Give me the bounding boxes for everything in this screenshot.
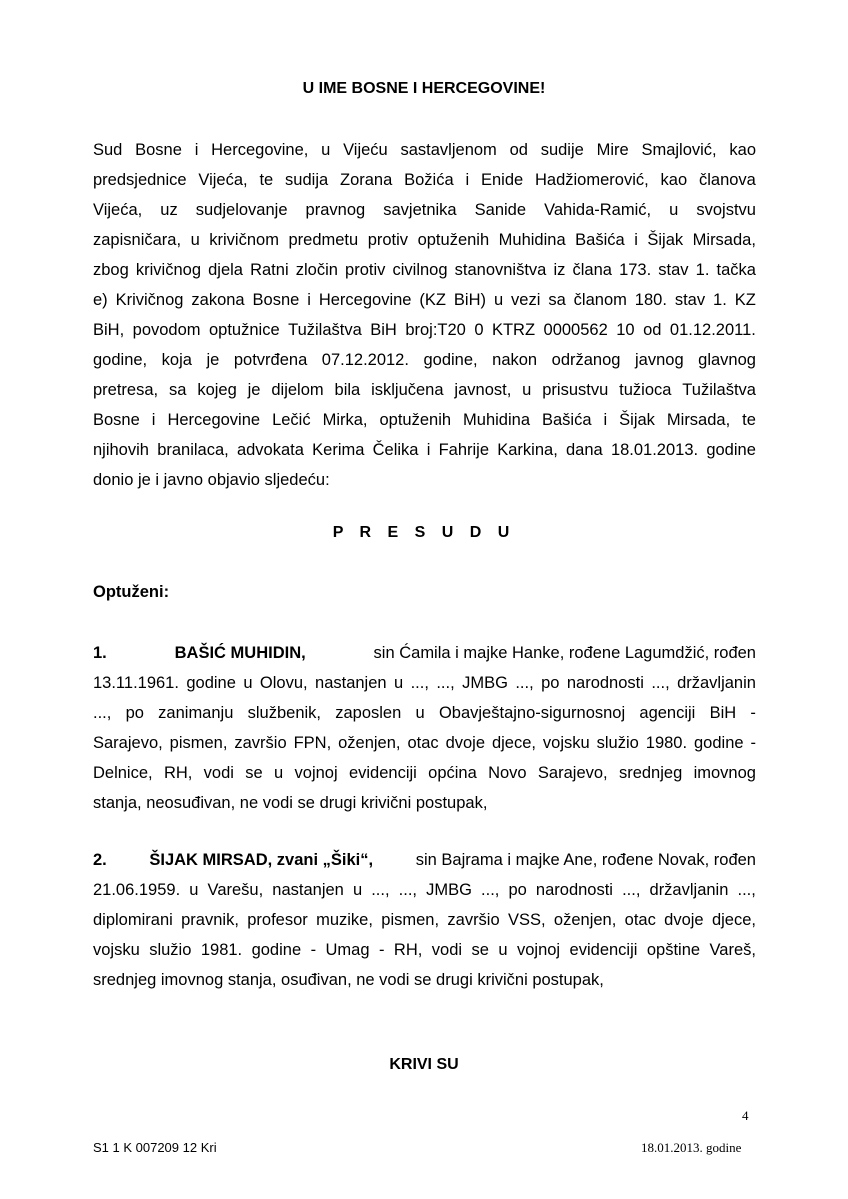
accused-name: BAŠIĆ MUHIDIN, xyxy=(174,644,306,662)
accused-first-line xyxy=(93,644,756,663)
text-line: Bosne i Hercegovine Lečić Mirka, optuženih Muhidina Bašića i Šijak Mirsada, te xyxy=(93,411,756,429)
text-line: srednjeg imovnog stanja, osuđivan, ne vodi se drugi krivični postupak, xyxy=(93,971,604,989)
accused-parents: sin Bajrama i majke Ane, rođene Novak, rođen xyxy=(415,851,756,869)
document-title: U IME BOSNE I HERCEGOVINE! xyxy=(302,80,546,97)
text-line: ..., po zanimanju službenik, zaposlen u Obavještajno-sigurnosnoj agenciji BiH - xyxy=(93,704,756,722)
text-line: donio je i javno objavio sljedeću: xyxy=(93,471,330,489)
accused-name: ŠIJAK MIRSAD xyxy=(149,851,268,869)
text-line: pretresa, sa kojeg je dijelom bila isključena javnost, u prisustvu tužioca Tužilaštva xyxy=(93,381,756,399)
text-line: vojsku služio 1981. godine - Umag - RH, vodi se u vojnoj evidenciji opštine Vareš, xyxy=(93,941,756,959)
accused-nickname: , zvani „Šiki“, xyxy=(267,851,374,869)
text-line: zapisničara, u krivičnom predmetu protiv optuženih Muhidina Bašića i Šijak Mirsada, xyxy=(93,231,756,249)
text-line: stanja, neosuđivan, ne vodi se drugi krivični postupak, xyxy=(93,794,488,812)
verdict-title: P R E S U D U xyxy=(332,524,516,541)
footer-date: 18.01.2013. godine xyxy=(641,1140,742,1155)
text-line: Vijeća, uz sudjelovanje pravnog savjetnika Sanide Vahida-Ramić, u svojstvu xyxy=(93,201,756,219)
text-line: predsjednice Vijeća, te sudija Zorana Božića i Enide Hadžiomerović, kao članova xyxy=(93,171,756,189)
text-line: Sarajevo, pismen, završio FPN, oženjen, otac dvoje djece, vojsku služio 1980. godine - xyxy=(93,734,756,752)
page-number: 4 xyxy=(742,1108,749,1123)
text-line: e) Krivičnog zakona Bosne i Hercegovine (KZ BiH) u vezi sa članom 180. stav 1. KZ xyxy=(93,291,756,309)
text-line: 13.11.1961. godine u Olovu, nastanjen u ..., ..., JMBG ..., po narodnosti ..., državljanin xyxy=(93,674,756,692)
text-line: BiH, povodom optužnice Tužilaštva BiH broj:T20 0 KTRZ 0000562 10 od 01.12.2011. xyxy=(93,321,756,339)
guilty-heading: KRIVI SU xyxy=(389,1056,459,1073)
text-line: Sud Bosne i Hercegovine, u Vijeću sastavljenom od sudije Mire Smajlović, kao xyxy=(93,141,756,159)
text-line: diplomirani pravnik, profesor muzike, pismen, završio VSS, oženjen, otac dvoje djece, xyxy=(93,911,756,929)
case-number: S1 1 K 007209 12 Kri xyxy=(93,1140,217,1155)
text-line: zbog krivičnog djela Ratni zločin protiv civilnog stanovništva iz člana 173. stav 1. tačka xyxy=(93,261,756,279)
accused-parents: sin Ćamila i majke Hanke, rođene Lagumdžić, rođen xyxy=(373,644,756,662)
accused-heading: Optuženi: xyxy=(93,583,170,601)
text-line: 21.06.1959. u Varešu, nastanjen u ..., ..., JMBG ..., po narodnosti ..., državljanin ..., xyxy=(93,881,756,899)
accused-number: 1. xyxy=(93,644,107,662)
accused-number: 2. xyxy=(93,851,107,869)
text-line: njihovih branilaca, advokata Kerima Čelika i Fahrije Karkina, dana 18.01.2013. godine xyxy=(93,441,756,459)
accused-first-line xyxy=(93,851,756,870)
text-line: godine, koja je potvrđena 07.12.2012. godine, nakon održanog javnog glavnog xyxy=(93,351,756,369)
text-line: Delnice, RH, vodi se u vojnoj evidenciji općina Novo Sarajevo, srednjeg imovnog xyxy=(93,764,756,782)
